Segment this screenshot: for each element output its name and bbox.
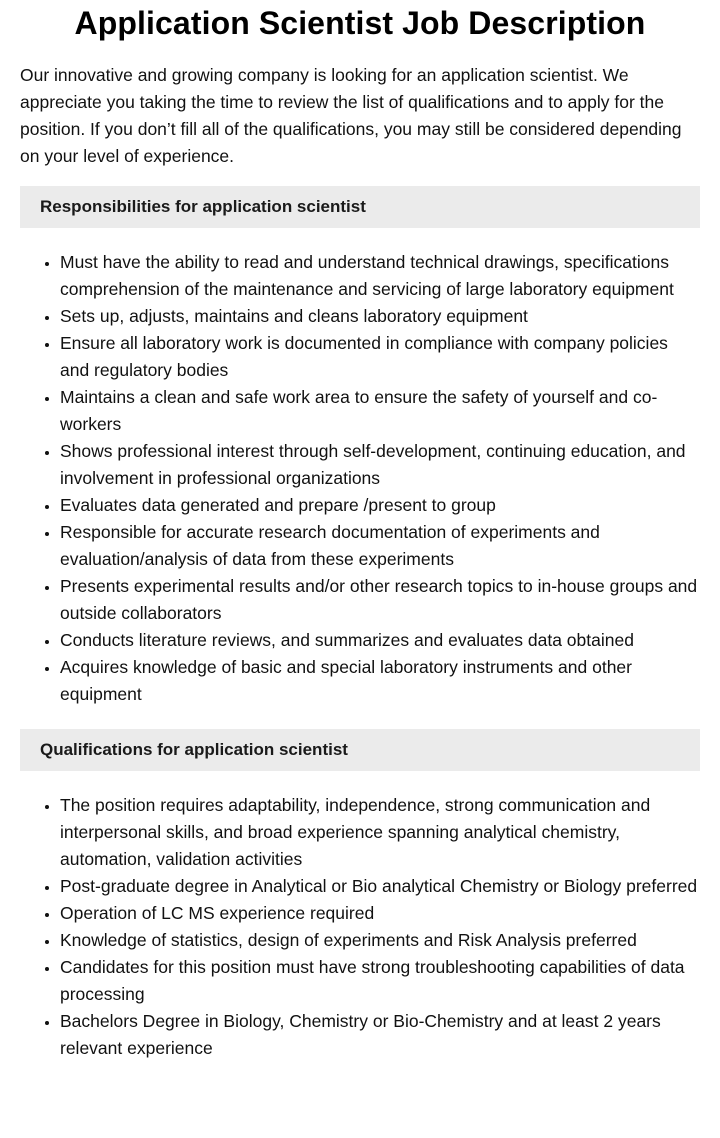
list-item: • Candidates for this position must have strong troubleshooting capabilities of data processing bbox=[60, 954, 700, 1008]
list-item: • Responsible for accurate research documentation of experiments and evaluation/analysis of data from these experiments bbox=[60, 519, 700, 573]
list-item: • Presents experimental results and/or other research topics to in-house groups and outside collaborators bbox=[60, 573, 700, 627]
responsibilities-heading: Responsibilities for application scientist bbox=[20, 186, 700, 228]
list-item: • Bachelors Degree in Biology, Chemistry or Bio-Chemistry and at least 2 years relevant experience bbox=[60, 1008, 700, 1062]
list-item: • Operation of LC MS experience required bbox=[60, 900, 700, 927]
list-item: • Acquires knowledge of basic and special laboratory instruments and other equipment bbox=[60, 654, 700, 708]
list-item: • Conducts literature reviews, and summarizes and evaluates data obtained bbox=[60, 627, 700, 654]
list-item: • Ensure all laboratory work is documented in compliance with company policies and regulatory bodies bbox=[60, 330, 700, 384]
list-item: • The position requires adaptability, independence, strong communication and interpersonal skills, and broad experience spanning analytical chemistry, automation, validation activities bbox=[60, 792, 700, 873]
qualifications-heading: Qualifications for application scientist bbox=[20, 729, 700, 771]
list-item: • Post-graduate degree in Analytical or Bio analytical Chemistry or Biology preferred bbox=[60, 873, 700, 900]
intro-paragraph: Our innovative and growing company is looking for an application scientist. We appreciate you taking the time to review the list of qualifications and to apply for the position. If you don’t fill all of the qualifications, you may still be considered depending on your level of experience. bbox=[20, 65, 682, 166]
qualifications-list bbox=[20, 792, 700, 1062]
list-item: • Maintains a clean and safe work area to ensure the safety of yourself and co-workers bbox=[60, 384, 700, 438]
list-item: • Must have the ability to read and understand technical drawings, specifications comprehension of the maintenance and servicing of large laboratory equipment bbox=[60, 249, 700, 303]
list-item: • Sets up, adjusts, maintains and cleans laboratory equipment bbox=[60, 303, 700, 330]
list-item: • Evaluates data generated and prepare /present to group bbox=[60, 492, 700, 519]
page-title: Application Scientist Job Description bbox=[74, 5, 646, 41]
list-item: • Shows professional interest through self-development, continuing education, and involvement in professional organizations bbox=[60, 438, 700, 492]
list-item: • Knowledge of statistics, design of experiments and Risk Analysis preferred bbox=[60, 927, 700, 954]
responsibilities-list bbox=[20, 249, 700, 708]
